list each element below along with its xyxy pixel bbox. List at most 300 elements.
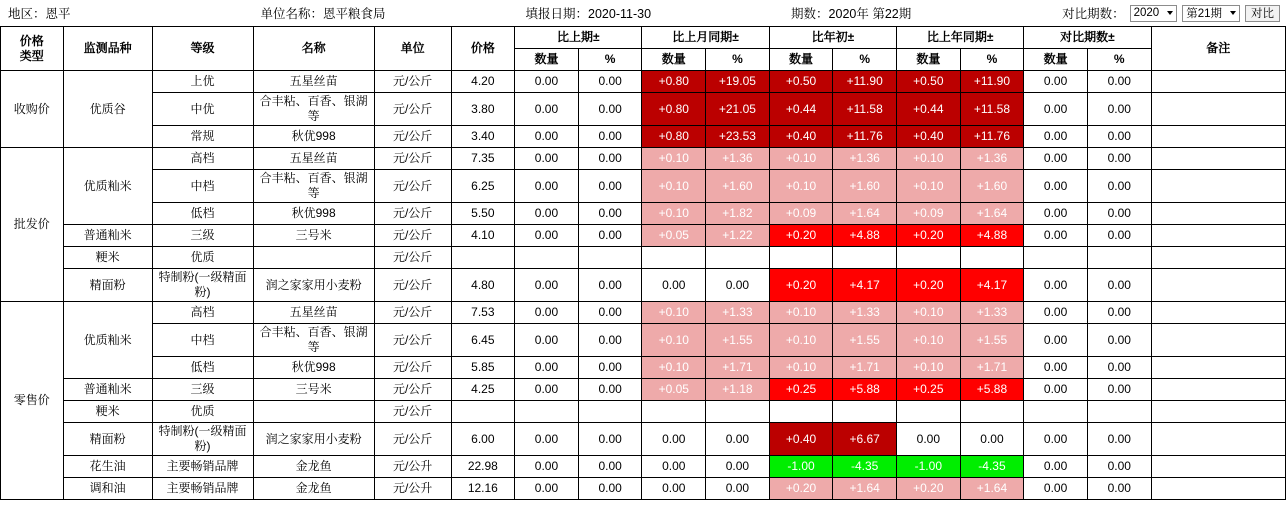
table-row <box>1 203 1286 225</box>
change-amount-cell: 0.00 <box>1024 456 1088 478</box>
price-cell: 5.85 <box>451 357 515 379</box>
change-amount-cell: 0.00 <box>1024 71 1088 93</box>
issue-select[interactable] <box>1182 5 1240 22</box>
unit-cell: 元/公斤 <box>374 225 451 247</box>
col-remark: 备注 <box>1151 27 1285 71</box>
grade-cell: 特制粉(一级精面粉) <box>152 423 253 456</box>
change-amount-cell <box>515 401 579 423</box>
change-percent-cell: 0.00 <box>1087 302 1151 324</box>
change-percent-cell: 0.00 <box>1087 478 1151 500</box>
change-amount-cell: +0.10 <box>769 148 833 170</box>
region-label: 地区：恩平 <box>8 7 71 21</box>
change-amount-cell: +0.50 <box>897 71 961 93</box>
price-monitoring-table <box>0 26 1286 500</box>
change-amount-cell: 0.00 <box>515 302 579 324</box>
change-percent-cell: +1.71 <box>833 357 897 379</box>
remark-cell <box>1151 93 1285 126</box>
change-amount-cell: +0.25 <box>897 379 961 401</box>
unit-cell: 元/公斤 <box>374 269 451 302</box>
unit-cell: 元/公斤 <box>374 302 451 324</box>
change-amount-cell: 0.00 <box>515 478 579 500</box>
variety-cell: 优质籼米 <box>63 148 152 225</box>
change-amount-cell: -1.00 <box>769 456 833 478</box>
grade-cell: 中优 <box>152 93 253 126</box>
change-percent-cell: +1.64 <box>833 478 897 500</box>
change-percent-cell: 0.00 <box>578 324 642 357</box>
col-vs-year-start: 比年初± <box>769 27 896 49</box>
col-name: 名称 <box>253 27 374 71</box>
change-percent-cell: +1.71 <box>706 357 770 379</box>
change-amount-cell: +0.20 <box>769 478 833 500</box>
unit-cell: 元/公斤 <box>374 170 451 203</box>
change-amount-cell: 0.00 <box>1024 357 1088 379</box>
change-percent-cell: 0.00 <box>1087 71 1151 93</box>
change-amount-cell: 0.00 <box>515 93 579 126</box>
remark-cell <box>1151 126 1285 148</box>
price-cell: 7.35 <box>451 148 515 170</box>
change-amount-cell: +0.05 <box>642 379 706 401</box>
year-select-value: 2020 <box>1133 7 1160 19</box>
change-amount-cell: 0.00 <box>897 423 961 456</box>
change-percent-cell: 0.00 <box>1087 456 1151 478</box>
change-percent-cell: 0.00 <box>578 71 642 93</box>
change-amount-cell <box>1024 247 1088 269</box>
change-amount-cell: 0.00 <box>1024 324 1088 357</box>
change-percent-cell: +1.33 <box>960 302 1024 324</box>
variety-cell: 粳米 <box>63 401 152 423</box>
unit-cell: 元/公斤 <box>374 357 451 379</box>
grade-cell: 高档 <box>152 302 253 324</box>
change-percent-cell: +1.36 <box>706 148 770 170</box>
name-cell: 金龙鱼 <box>253 456 374 478</box>
change-amount-cell: 0.00 <box>1024 302 1088 324</box>
price-cell <box>451 401 515 423</box>
change-percent-cell: 0.00 <box>578 148 642 170</box>
remark-cell <box>1151 423 1285 456</box>
change-amount-cell: 0.00 <box>515 203 579 225</box>
price-cell: 12.16 <box>451 478 515 500</box>
change-amount-cell <box>769 401 833 423</box>
change-percent-cell: +6.67 <box>833 423 897 456</box>
change-percent-cell: +1.60 <box>706 170 770 203</box>
issue-select-value: 第21期 <box>1186 8 1222 20</box>
price-type-cell: 收购价 <box>1 71 64 148</box>
change-amount-cell <box>642 401 706 423</box>
change-percent-cell: +5.88 <box>833 379 897 401</box>
unit-cell: 元/公斤 <box>374 379 451 401</box>
remark-cell <box>1151 357 1285 379</box>
variety-cell: 精面粉 <box>63 269 152 302</box>
col-percent: % <box>833 49 897 71</box>
change-percent-cell: 0.00 <box>578 203 642 225</box>
change-amount-cell: 0.00 <box>515 357 579 379</box>
col-vs-last-year: 比上年同期± <box>897 27 1024 49</box>
change-percent-cell: +23.53 <box>706 126 770 148</box>
change-amount-cell: 0.00 <box>1024 126 1088 148</box>
price-cell <box>451 247 515 269</box>
grade-cell: 中档 <box>152 324 253 357</box>
unit-cell: 元/公斤 <box>374 203 451 225</box>
change-percent-cell <box>706 401 770 423</box>
change-amount-cell <box>642 247 706 269</box>
change-amount-cell: 0.00 <box>642 456 706 478</box>
variety-cell: 调和油 <box>63 478 152 500</box>
table-row <box>1 93 1286 126</box>
change-amount-cell: +0.10 <box>897 302 961 324</box>
change-amount-cell: 0.00 <box>1024 379 1088 401</box>
col-price-type: 价格 类型 <box>1 27 64 71</box>
variety-cell: 普通籼米 <box>63 225 152 247</box>
change-percent-cell: 0.00 <box>706 269 770 302</box>
name-cell: 五星丝苗 <box>253 302 374 324</box>
change-amount-cell: +0.44 <box>769 93 833 126</box>
unit-cell: 元/公斤 <box>374 423 451 456</box>
change-percent-cell: +4.17 <box>833 269 897 302</box>
change-percent-cell <box>1087 247 1151 269</box>
change-percent-cell <box>833 247 897 269</box>
change-amount-cell: 0.00 <box>515 170 579 203</box>
change-percent-cell: +11.58 <box>960 93 1024 126</box>
unit-cell: 元/公升 <box>374 456 451 478</box>
change-amount-cell: 0.00 <box>1024 170 1088 203</box>
change-amount-cell: +0.40 <box>897 126 961 148</box>
remark-cell <box>1151 170 1285 203</box>
variety-cell: 普通籼米 <box>63 379 152 401</box>
change-percent-cell: +1.64 <box>960 478 1024 500</box>
change-amount-cell: 0.00 <box>515 423 579 456</box>
change-amount-cell: -1.00 <box>897 456 961 478</box>
change-percent-cell: +1.64 <box>833 203 897 225</box>
col-price: 价格 <box>451 27 515 71</box>
change-percent-cell: +1.71 <box>960 357 1024 379</box>
chevron-down-icon <box>1167 11 1173 15</box>
change-amount-cell: +0.09 <box>769 203 833 225</box>
change-percent-cell: +11.76 <box>833 126 897 148</box>
table-row <box>1 478 1286 500</box>
name-cell: 秋优998 <box>253 357 374 379</box>
grade-cell: 常规 <box>152 126 253 148</box>
change-percent-cell: +1.22 <box>706 225 770 247</box>
name-cell: 润之家家用小麦粉 <box>253 269 374 302</box>
change-percent-cell: 0.00 <box>578 302 642 324</box>
change-percent-cell: 0.00 <box>1087 148 1151 170</box>
price-cell: 4.80 <box>451 269 515 302</box>
remark-cell <box>1151 478 1285 500</box>
change-percent-cell: 0.00 <box>578 357 642 379</box>
col-amount: 数量 <box>642 49 706 71</box>
unit-cell: 元/公斤 <box>374 126 451 148</box>
table-row <box>1 247 1286 269</box>
change-amount-cell: +0.50 <box>769 71 833 93</box>
col-vs-compare-issue: 对比期数± <box>1024 27 1151 49</box>
issue-number-label: 期数：2020年 第22期 <box>791 7 912 21</box>
remark-cell <box>1151 324 1285 357</box>
change-percent-cell <box>833 401 897 423</box>
variety-cell: 精面粉 <box>63 423 152 456</box>
name-cell: 秋优998 <box>253 126 374 148</box>
change-percent-cell: +1.82 <box>706 203 770 225</box>
change-amount-cell: +0.05 <box>642 225 706 247</box>
col-amount: 数量 <box>897 49 961 71</box>
change-amount-cell: +0.10 <box>642 357 706 379</box>
change-amount-cell: +0.80 <box>642 93 706 126</box>
remark-cell <box>1151 379 1285 401</box>
change-percent-cell: 0.00 <box>706 478 770 500</box>
remark-cell <box>1151 225 1285 247</box>
change-percent-cell: 0.00 <box>1087 423 1151 456</box>
col-vs-last-issue: 比上期± <box>515 27 642 49</box>
change-amount-cell: +0.20 <box>897 478 961 500</box>
change-amount-cell: +0.20 <box>897 225 961 247</box>
change-amount-cell: 0.00 <box>515 148 579 170</box>
table-row <box>1 379 1286 401</box>
change-percent-cell: 0.00 <box>1087 269 1151 302</box>
change-amount-cell: 0.00 <box>515 71 579 93</box>
change-percent-cell: +1.64 <box>960 203 1024 225</box>
change-percent-cell: +1.18 <box>706 379 770 401</box>
grade-cell: 低档 <box>152 203 253 225</box>
table-body <box>1 71 1286 500</box>
unit-cell: 元/公斤 <box>374 71 451 93</box>
change-percent-cell: 0.00 <box>578 93 642 126</box>
table-row <box>1 423 1286 456</box>
unit-cell: 元/公升 <box>374 478 451 500</box>
unit-cell: 元/公斤 <box>374 247 451 269</box>
price-cell: 4.25 <box>451 379 515 401</box>
price-type-cell: 零售价 <box>1 302 64 500</box>
price-cell: 6.00 <box>451 423 515 456</box>
price-cell: 6.45 <box>451 324 515 357</box>
remark-cell <box>1151 203 1285 225</box>
change-percent-cell: +11.58 <box>833 93 897 126</box>
change-amount-cell: +0.10 <box>642 302 706 324</box>
change-amount-cell: +0.40 <box>769 126 833 148</box>
change-percent-cell <box>578 247 642 269</box>
remark-cell <box>1151 302 1285 324</box>
table-row <box>1 456 1286 478</box>
change-percent-cell <box>960 247 1024 269</box>
remark-cell <box>1151 247 1285 269</box>
change-amount-cell: 0.00 <box>515 456 579 478</box>
change-amount-cell: +0.80 <box>642 126 706 148</box>
price-cell: 4.10 <box>451 225 515 247</box>
price-cell: 3.40 <box>451 126 515 148</box>
change-amount-cell: +0.10 <box>897 357 961 379</box>
compare-button[interactable]: 对比 <box>1245 5 1280 22</box>
grade-cell: 高档 <box>152 148 253 170</box>
grade-cell: 优质 <box>152 247 253 269</box>
change-percent-cell: 0.00 <box>578 456 642 478</box>
change-percent-cell <box>1087 401 1151 423</box>
change-amount-cell <box>515 247 579 269</box>
change-amount-cell: +0.10 <box>769 357 833 379</box>
change-amount-cell: 0.00 <box>1024 93 1088 126</box>
table-row <box>1 357 1286 379</box>
table-row <box>1 225 1286 247</box>
col-amount: 数量 <box>515 49 579 71</box>
change-percent-cell: +4.88 <box>960 225 1024 247</box>
change-percent-cell: 0.00 <box>1087 203 1151 225</box>
table-head <box>1 27 1286 71</box>
change-amount-cell: +0.10 <box>642 148 706 170</box>
header-row-1 <box>1 27 1286 49</box>
unit-cell: 元/公斤 <box>374 93 451 126</box>
unit-cell: 元/公斤 <box>374 401 451 423</box>
change-amount-cell: 0.00 <box>1024 269 1088 302</box>
change-amount-cell: +0.10 <box>897 170 961 203</box>
change-percent-cell: +11.90 <box>833 71 897 93</box>
change-percent-cell <box>960 401 1024 423</box>
change-amount-cell: +0.10 <box>642 170 706 203</box>
report-date-label: 填报日期：2020-11-30 <box>525 7 652 21</box>
change-amount-cell <box>897 401 961 423</box>
change-amount-cell: +0.10 <box>769 170 833 203</box>
change-percent-cell <box>706 247 770 269</box>
change-amount-cell: +0.20 <box>769 269 833 302</box>
change-percent-cell: -4.35 <box>833 456 897 478</box>
change-percent-cell: 0.00 <box>1087 170 1151 203</box>
change-amount-cell: +0.10 <box>642 324 706 357</box>
price-cell: 6.25 <box>451 170 515 203</box>
change-percent-cell: 0.00 <box>578 225 642 247</box>
change-amount-cell: +0.09 <box>897 203 961 225</box>
change-percent-cell: +11.90 <box>960 71 1024 93</box>
grade-cell: 上优 <box>152 71 253 93</box>
col-vs-last-month: 比上月同期± <box>642 27 769 49</box>
change-percent-cell: +4.88 <box>833 225 897 247</box>
col-percent: % <box>706 49 770 71</box>
col-percent: % <box>1087 49 1151 71</box>
page-header <box>0 0 1286 26</box>
change-percent-cell: 0.00 <box>1087 324 1151 357</box>
change-percent-cell: 0.00 <box>578 170 642 203</box>
change-amount-cell: 0.00 <box>1024 478 1088 500</box>
change-percent-cell: 0.00 <box>706 456 770 478</box>
change-percent-cell: +1.33 <box>833 302 897 324</box>
change-percent-cell: 0.00 <box>1087 379 1151 401</box>
table-row <box>1 269 1286 302</box>
change-amount-cell: 0.00 <box>642 478 706 500</box>
grade-cell: 优质 <box>152 401 253 423</box>
change-percent-cell: +4.17 <box>960 269 1024 302</box>
change-amount-cell: 0.00 <box>1024 423 1088 456</box>
change-percent-cell: +1.55 <box>960 324 1024 357</box>
grade-cell: 低档 <box>152 357 253 379</box>
change-percent-cell: +1.60 <box>833 170 897 203</box>
year-select[interactable] <box>1130 5 1178 22</box>
price-cell: 3.80 <box>451 93 515 126</box>
change-amount-cell: 0.00 <box>515 126 579 148</box>
change-percent-cell: 0.00 <box>1087 126 1151 148</box>
change-amount-cell: +0.20 <box>897 269 961 302</box>
grade-cell: 主要畅销品牌 <box>152 456 253 478</box>
change-percent-cell: +1.55 <box>833 324 897 357</box>
change-amount-cell: 0.00 <box>1024 225 1088 247</box>
col-percent: % <box>578 49 642 71</box>
change-amount-cell: +0.20 <box>769 225 833 247</box>
change-amount-cell: 0.00 <box>515 269 579 302</box>
change-percent-cell: 0.00 <box>1087 93 1151 126</box>
unit-cell: 元/公斤 <box>374 324 451 357</box>
change-amount-cell: +0.10 <box>897 324 961 357</box>
change-amount-cell: 0.00 <box>515 225 579 247</box>
table-row <box>1 324 1286 357</box>
compare-controls <box>1062 4 1280 22</box>
change-percent-cell: -4.35 <box>960 456 1024 478</box>
remark-cell <box>1151 456 1285 478</box>
change-amount-cell: 0.00 <box>515 324 579 357</box>
name-cell: 润之家家用小麦粉 <box>253 423 374 456</box>
name-cell: 五星丝苗 <box>253 71 374 93</box>
change-amount-cell: +0.25 <box>769 379 833 401</box>
price-type-cell: 批发价 <box>1 148 64 302</box>
change-percent-cell: 0.00 <box>1087 225 1151 247</box>
grade-cell: 主要畅销品牌 <box>152 478 253 500</box>
grade-cell: 三级 <box>152 379 253 401</box>
table-row <box>1 126 1286 148</box>
col-unit: 单位 <box>374 27 451 71</box>
price-cell: 4.20 <box>451 71 515 93</box>
change-percent-cell: +1.33 <box>706 302 770 324</box>
unit-name-label: 单位名称：恩平粮食局 <box>260 7 386 21</box>
change-percent-cell: 0.00 <box>706 423 770 456</box>
unit-cell: 元/公斤 <box>374 148 451 170</box>
change-amount-cell: 0.00 <box>1024 148 1088 170</box>
change-percent-cell: 0.00 <box>578 423 642 456</box>
name-cell: 金龙鱼 <box>253 478 374 500</box>
change-percent-cell: +1.36 <box>960 148 1024 170</box>
col-amount: 数量 <box>769 49 833 71</box>
variety-cell: 粳米 <box>63 247 152 269</box>
table-row <box>1 302 1286 324</box>
change-percent-cell: 0.00 <box>578 269 642 302</box>
name-cell: 五星丝苗 <box>253 148 374 170</box>
remark-cell <box>1151 269 1285 302</box>
table-row <box>1 148 1286 170</box>
change-percent-cell: +21.05 <box>706 93 770 126</box>
change-amount-cell <box>769 247 833 269</box>
change-amount-cell: 0.00 <box>515 379 579 401</box>
name-cell: 三号米 <box>253 225 374 247</box>
chevron-down-icon <box>1230 11 1236 15</box>
change-percent-cell: 0.00 <box>960 423 1024 456</box>
name-cell <box>253 401 374 423</box>
change-amount-cell: 0.00 <box>642 269 706 302</box>
variety-cell: 花生油 <box>63 456 152 478</box>
col-amount: 数量 <box>1024 49 1088 71</box>
grade-cell: 三级 <box>152 225 253 247</box>
col-percent: % <box>960 49 1024 71</box>
change-amount-cell <box>897 247 961 269</box>
compare-issue-label: 对比期数： <box>1062 7 1125 21</box>
change-percent-cell: +19.05 <box>706 71 770 93</box>
change-amount-cell: 0.00 <box>1024 203 1088 225</box>
change-percent-cell: +5.88 <box>960 379 1024 401</box>
grade-cell: 特制粉(一级精面粉) <box>152 269 253 302</box>
table-row <box>1 401 1286 423</box>
change-percent-cell: +1.36 <box>833 148 897 170</box>
change-percent-cell: +11.76 <box>960 126 1024 148</box>
name-cell: 合丰粘、百香、银湖等 <box>253 170 374 203</box>
variety-cell: 优质籼米 <box>63 302 152 379</box>
col-grade: 等级 <box>152 27 253 71</box>
price-cell: 5.50 <box>451 203 515 225</box>
change-amount-cell <box>1024 401 1088 423</box>
name-cell: 秋优998 <box>253 203 374 225</box>
grade-cell: 中档 <box>152 170 253 203</box>
remark-cell <box>1151 71 1285 93</box>
name-cell: 合丰粘、百香、银湖等 <box>253 324 374 357</box>
